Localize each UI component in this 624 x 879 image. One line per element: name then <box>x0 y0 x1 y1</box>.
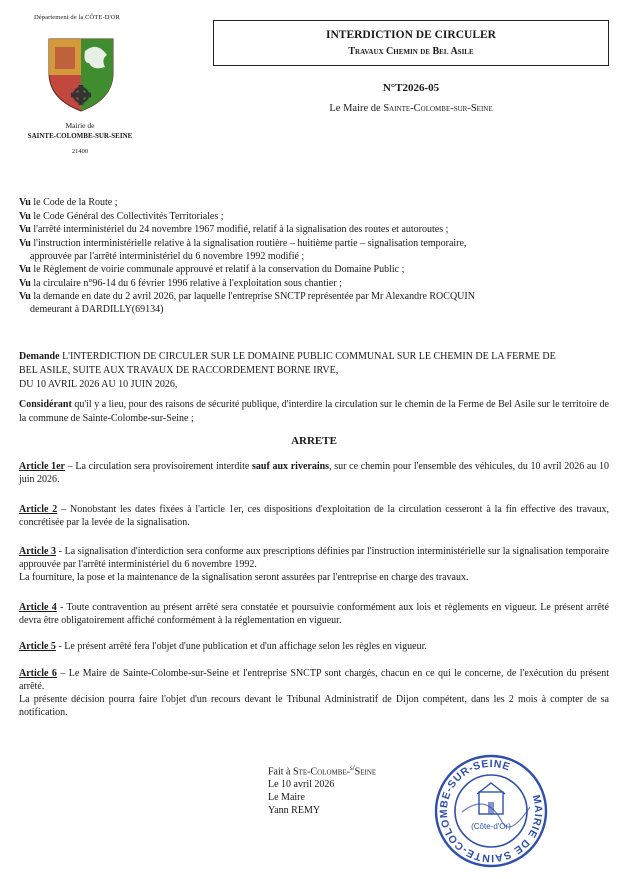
signature-name: Yann REMY <box>268 805 321 817</box>
considerant-paragraph: Considérant qu'il y a lieu, pour des raisons de sécurité publique, d'interdire la circulation sur le chemin de la Ferme de Bel Asile sur le territoire de la commune de Sainte-Colombe-sur-Seine ; <box>19 399 609 424</box>
consideration-item: Vu le Règlement de voirie communale approuvé et relatif à la conservation du Domaine Public ; <box>19 264 405 275</box>
official-stamp <box>432 752 550 870</box>
coat-of-arms <box>45 37 117 113</box>
signature-place: Fait à Ste-Colombe-$^{s/}$Seine <box>268 764 377 778</box>
article-1: Article 1er – La circulation sera provisoirement interdite sauf aux riverains, sur ce chemin pour l'ensemble des véhicules, du 10 avril 2026 au 10 juin 2026. <box>19 461 609 485</box>
title-box <box>213 20 609 66</box>
considerations-list <box>19 196 609 317</box>
signature-role: Le Maire <box>268 792 305 804</box>
stamp-ring-text: MAIRIE DE SAINTE-COLOMBE-SUR-SEINE <box>437 757 545 865</box>
article-4: Article 4 - Toute contravention au présent arrêté sera constatée et poursuivie conformément aux lois et règlements en vigueur. Le présent arrêté devra être obligatoirement affiché conformément à la réglementation en vigueur. <box>19 602 609 626</box>
article-3: Article 3 - La signalisation d'interdiction sera conforme aux prescriptions définies par l'instruction interministérielle sur la signalisation temporaire approuvée par l'arrêté interministériel du 6 novembre 1992. La fourniture, la pose et la maintenance de la signalisation seront assurées par l'entreprise en charge des travaux. <box>19 546 609 583</box>
article-6: Article 6 – Le Maire de Sainte-Colombe-sur-Seine et l'entreprise SNCTP sont chargés, chacun en ce qui le concerne, de l'exécution du présent arrêté. La présente décision pourra faire l'objet d'un recours devant le Tribunal Administratif de Dijon compétent, dans les 2 mois à compter de sa notification. <box>19 668 609 718</box>
article-2: Article 2 – Nonobstant les dates fixées à l'article 1er, ces dispositions d'exploitation de la circulation cesseront à la fin effective des travaux, concrétisée par la levée de la signalisation. <box>19 504 609 528</box>
article-5: Article 5 - Le présent arrêté fera l'objet d'une publication et d'un affichage selon les règles en vigueur. <box>19 641 427 652</box>
town-name: SAINTE-COLOMBE-SUR-SEINE <box>27 132 133 140</box>
consideration-item: Vu le Code Général des Collectivités Territoriales ; <box>19 210 224 222</box>
town-hall-label: Mairie de <box>65 121 95 130</box>
document-title: INTERDICTION DE CIRCULER <box>326 29 496 41</box>
consideration-item: Vu le Code de la Route ; <box>19 197 118 208</box>
mayor-line: Le Maire de Sainte-Colombe-sur-Seine <box>329 103 493 114</box>
consideration-item: Vu l'instruction interministérielle relative à la signalisation routière – huitième partie – signalisation temporaire, approuvée par l'arrêté interministériel du 6 novembre 1992 modifié ; <box>19 237 467 262</box>
consideration-item: Vu la circulaire n°96-14 du 6 février 1996 relative à l'exploitation sous chantier ; <box>19 277 342 289</box>
arrete-heading: ARRETE <box>291 435 337 447</box>
postal-code: 21400 <box>71 148 89 155</box>
request-paragraph: Demande L'INTERDICTION DE CIRCULER SUR LE DOMAINE PUBLIC COMMUNAL SUR LE CHEMIN DE LA FERME DE BEL ASILE, SUITE AUX TRAVAUX DE RACCORDEMENT BORNE IRVE, DU 10 AVRIL 2026 AU 10 JUIN 2026, <box>19 351 556 390</box>
document-subtitle: Travaux Chemin de Bel Asile <box>348 46 474 57</box>
signature-date: Le 10 avril 2026 <box>268 779 335 791</box>
signature-block <box>268 762 376 817</box>
consideration-item: Vu la demande en date du 2 avril 2026, par laquelle l'entreprise SNCTP représentée par Mr Alexandre ROCQUIN demeurant à DARDILLY(69134) <box>19 291 475 315</box>
department-label: Département de la CÔTE-D'OR <box>34 14 120 21</box>
consideration-item: Vu l'arrêté interministériel du 24 novembre 1967 modifié, relatif à la signalisation des routes et autoroutes ; <box>19 224 449 235</box>
stamp-bottom-text: (Côte-d'Or) <box>471 822 511 831</box>
reference-number: N°T2026-05 <box>382 82 440 94</box>
